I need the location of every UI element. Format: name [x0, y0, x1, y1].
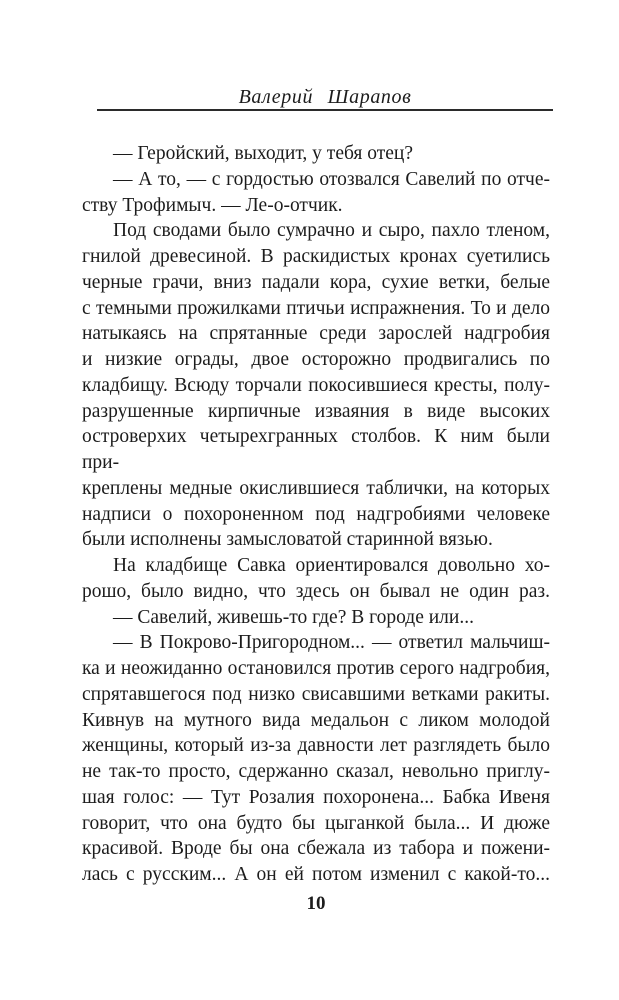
text-line: рошо, было видно, что здесь он бывал не один раз.	[82, 580, 550, 602]
text-line: шая голос: — Тут Розалия похоронена... Бабка Ивеня	[82, 786, 550, 808]
running-head-author: Валерий Шарапов	[238, 86, 412, 108]
text-line: надписи о похороненном под надгробиями человеке	[82, 503, 550, 525]
text-line: Под сводами было сумрачно и сыро, пахло тленом,	[113, 220, 550, 242]
page-number: 10	[306, 893, 326, 914]
text-line: креплены медные окислившиеся таблички, на которых	[82, 477, 550, 499]
text-line: были исполнены замысловатой старинной вязью.	[82, 529, 493, 551]
text-line: — В Покрово-Пригородном... — ответил мальчиш-	[113, 632, 550, 654]
text-line: и низкие ограды, двое осторожно продвигались по	[82, 349, 550, 370]
text-line: гнилой древесиной. В раскидистых кронах суетились	[82, 246, 550, 267]
text-line: ка и неожиданно остановился против серого надгробия,	[82, 658, 550, 679]
text-line: островерхих четырехгранных столбов. К ним были при-	[82, 426, 550, 473]
text-line: ству Трофимыч. — Ле-о-отчик.	[82, 194, 343, 216]
running-head	[97, 86, 553, 109]
text-line: натыкаясь на спрятанные среди зарослей надгробия	[82, 323, 550, 345]
text-line: женщины, который из-за давности лет разглядеть было	[82, 735, 550, 757]
text-line: разрушенные кирпичные изваяния в виде высоких	[82, 400, 550, 422]
text-line: — Савелий, живешь-то где? В городе или...	[113, 606, 474, 628]
text-line: — Геройский, выходит, у тебя отец?	[113, 143, 414, 164]
text-line: спрятавшегося под низко свисавшими ветками ракиты.	[82, 683, 550, 705]
text-line: с темными прожилками птичьи испражнения. То и дело	[82, 297, 550, 319]
text-line: — А то, — с гордостью отозвался Савелий по отче-	[113, 168, 550, 190]
text-line: лась с русским... А он ей потом изменил с какой-то...	[82, 864, 550, 885]
header-rule	[97, 109, 553, 111]
text-line: не так-то просто, сдержанно сказал, невольно приглу-	[82, 761, 550, 782]
text-line: черные грачи, вниз падали кора, сухие ветки, белые	[82, 271, 550, 293]
body-text	[82, 141, 550, 888]
text-line: На кладбище Савка ориентировался довольно хо-	[113, 555, 550, 576]
text-line: кладбищу. Всюду торчали покосившиеся кресты, полу-	[82, 374, 550, 396]
text-line: Кивнув на мутного вида медальон с ликом молодой	[82, 709, 550, 731]
text-line: говорит, что она будто бы цыганкой была... И дюже	[82, 812, 550, 834]
text-line: красивой. Вроде бы она сбежала из табора и пожени-	[82, 838, 550, 860]
